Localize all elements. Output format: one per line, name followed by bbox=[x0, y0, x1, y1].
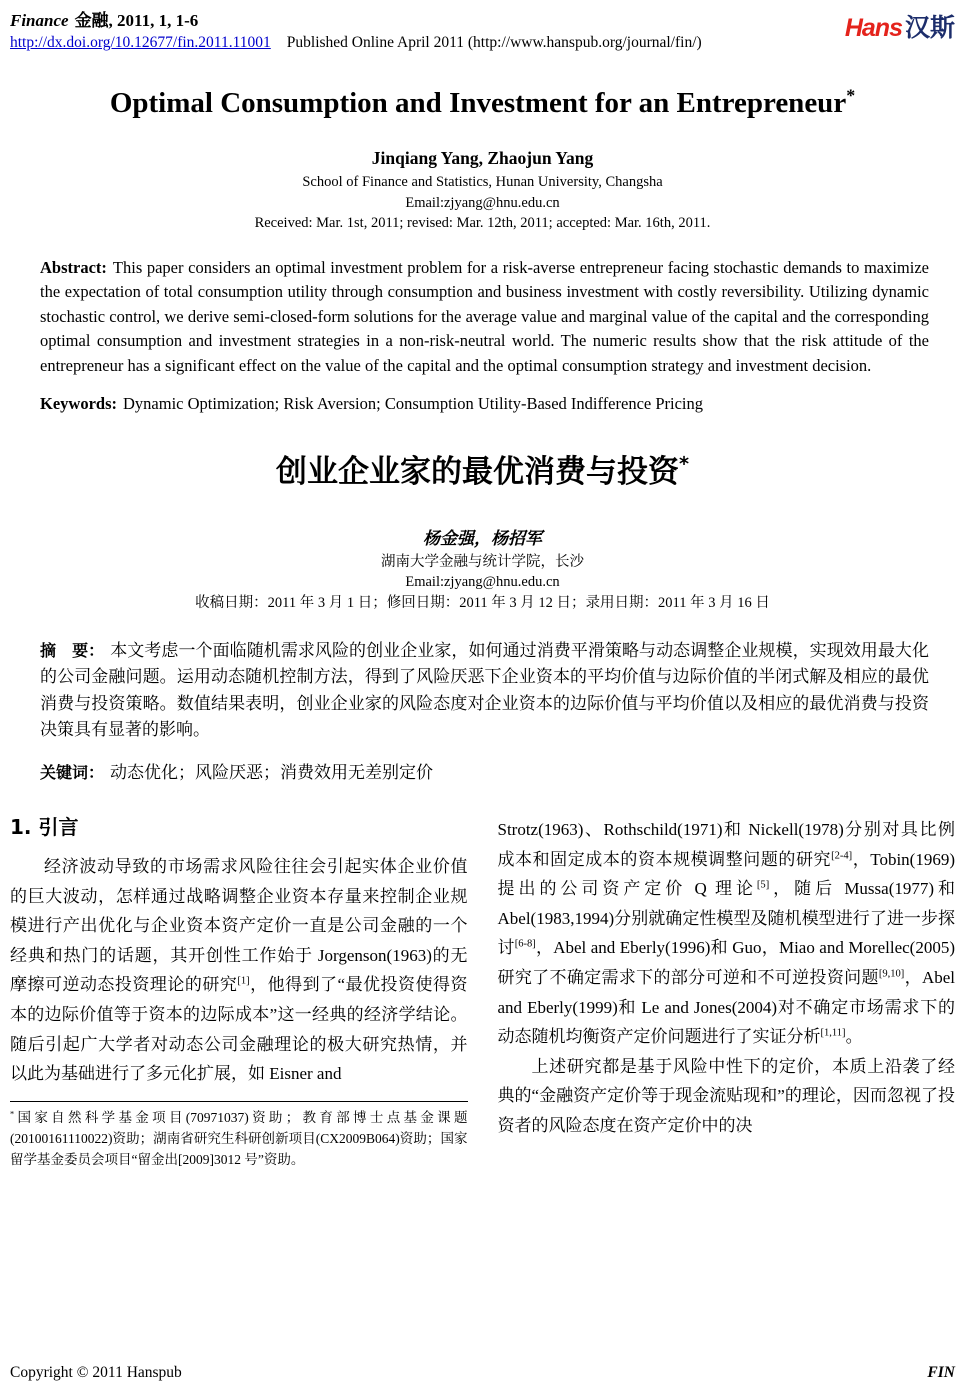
copyright-text: Copyright © 2011 Hanspub bbox=[10, 1364, 182, 1381]
email-en: Email:zjyang@hnu.edu.cn bbox=[405, 194, 560, 211]
abstract-label-en: Abstract: bbox=[40, 258, 107, 277]
received-dates-en: Received: Mar. 1st, 2011; revised: Mar. 12th, 2011; accepted: Mar. 16th, 2011. bbox=[254, 215, 711, 232]
hans-logo-latin: Hans bbox=[844, 14, 902, 42]
affiliation-cn: 湖南大学金融与统计学院，长沙 bbox=[381, 553, 584, 570]
abstract-text-en: This paper considers an optimal investment problem for a risk-averse entrepreneur facing stochastic demands to maximize the expectation of total consumption utility through consumption and business investment with costly reversibility. Utilizing dynamic stochastic control, we derive semi-closed-form solutions for the average value and marginal value of the capital and the corresponding optimal consumption and investment strategies in a non-risk-neutral world. The numeric results show that the risk attitude of the entrepreneur has a significant effect on the value of the capital and the optimal consumption strategy and investment decision. bbox=[40, 258, 929, 375]
hans-logo-cn: 汉斯 bbox=[904, 13, 955, 42]
body-columns bbox=[10, 815, 955, 1171]
abstract-en bbox=[40, 256, 929, 378]
journal-citation bbox=[10, 6, 702, 31]
keywords-cn bbox=[40, 760, 929, 786]
abstract-text-cn: 本文考虑一个面临随机需求风险的创业企业家，如何通过消费平滑策略与动态调整企业规模，实现效用最大化的公司金融问题。运用动态随机控制方法，得到了风险厌恶下企业资本的平均价值与边际价值的半闭式解及相应的最优消费与投资策略。数值结果表明，创业企业家的风险态度对企业资本的边际价值与平均价值以及相应的最优消费与投资决策具有显著的影响。 bbox=[40, 640, 929, 740]
column-right bbox=[498, 815, 956, 1171]
keywords-label-en: Keywords: bbox=[40, 394, 117, 414]
hans-logo bbox=[845, 8, 955, 44]
email-cn: Email:zjyang@hnu.edu.cn bbox=[405, 574, 560, 591]
affiliation-en: School of Finance and Statistics, Hunan University, Changsha bbox=[302, 174, 663, 191]
page-footer bbox=[10, 1364, 955, 1382]
journal-name: Finance bbox=[10, 11, 69, 30]
keywords-text-cn: 动态优化；风险厌恶；消费效用无差别定价 bbox=[110, 762, 434, 782]
paper-title-cn: 创业企业家的最优消费与投资* bbox=[275, 452, 690, 490]
paper-title-en: Optimal Consumption and Investment for an Entrepreneur* bbox=[109, 85, 856, 119]
journal-header-left bbox=[10, 6, 702, 52]
journal-header bbox=[10, 6, 955, 52]
keywords-en bbox=[40, 392, 929, 416]
intro-paragraph-left: 经济波动导致的市场需求风险往往会引起实体企业价值的巨大波动，怎样通过战略调整企业资本存量来控制企业规模进行产出优化与企业资本资产定价一直是公司金融的一个经典和热门的话题，其开创性工作始于 Jorgenson(1963)的无摩擦可逆动态投资理论的研究[1]，他得到了“最优投资使得资本的边际价值等于资本的边际成本”这一经典的经济学结论。随后引起广大学者对动态公司金融理论的极大研究热情，并以此为基础进行了多元化扩展，如 Eisner and bbox=[10, 857, 468, 1084]
intro-paragraph-right-1: Strotz(1963)、Rothschild(1971)和 Nickell(1978)分别对具比例成本和固定成本的资本规模调整问题的研究[2-4]，Tobin(1969)提出的公司资产定价 Q 理论[5]，随后 Mussa(1977)和 Abel(1983,1994)分别就确定性模型及随机模型进行了进一步探讨[6-8]，Abel and Eberly(1996)和 Guo，Miao and Morellec(2005)研究了不确定需求下的部分可逆和不可逆投资问题[9,10]，Abel and Eberly(1999)和 Le and Jones(2004)对不确定市场需求下的动态随机均衡资产定价问题进行了实证分析[1,11]。 bbox=[497, 820, 956, 1047]
journal-code: FIN bbox=[927, 1364, 955, 1381]
journal-issue: 金融, 2011, 1, 1-6 bbox=[74, 11, 199, 30]
funding-footnote: *国家自然科学基金项目(70971037)资助；教育部博士点基金课题(20100161110022)资助；湖南省研究生科研创新项目(CX2009B064)资助；国家留学基金委员会项目“留金出[2009]3012 号”资助。 bbox=[10, 1101, 468, 1171]
received-dates-cn: 收稿日期：2011 年 3 月 1 日；修回日期：2011 年 3 月 12 日；录用日期：2011 年 3 月 16 日 bbox=[195, 594, 770, 611]
abstract-cn bbox=[40, 638, 929, 744]
doi-link[interactable]: http://dx.doi.org/10.12677/fin.2011.11001 bbox=[10, 34, 271, 51]
column-left bbox=[10, 815, 468, 1171]
published-info: Published Online April 2011 (http://www.hanspub.org/journal/fin/) bbox=[286, 34, 702, 51]
abstract-label-cn: 摘 要： bbox=[40, 640, 105, 660]
intro-paragraph-right-2: 上述研究都是基于风险中性下的定价，本质上沿袭了经典的“金融资产定价等于现金流贴现和”的理论，因而忽视了投资者的风险态度在资产定价中的决 bbox=[497, 1056, 955, 1135]
authors-cn: 杨金强，杨招军 bbox=[423, 528, 542, 548]
keywords-label-cn: 关键词： bbox=[40, 762, 105, 782]
authors-en: Jinqiang Yang, Zhaojun Yang bbox=[371, 148, 594, 169]
section-1-heading: 1. 引言 bbox=[10, 815, 79, 840]
doi-line bbox=[10, 34, 702, 52]
keywords-text-en: Dynamic Optimization; Risk Aversion; Consumption Utility-Based Indifference Pricing bbox=[123, 394, 704, 414]
